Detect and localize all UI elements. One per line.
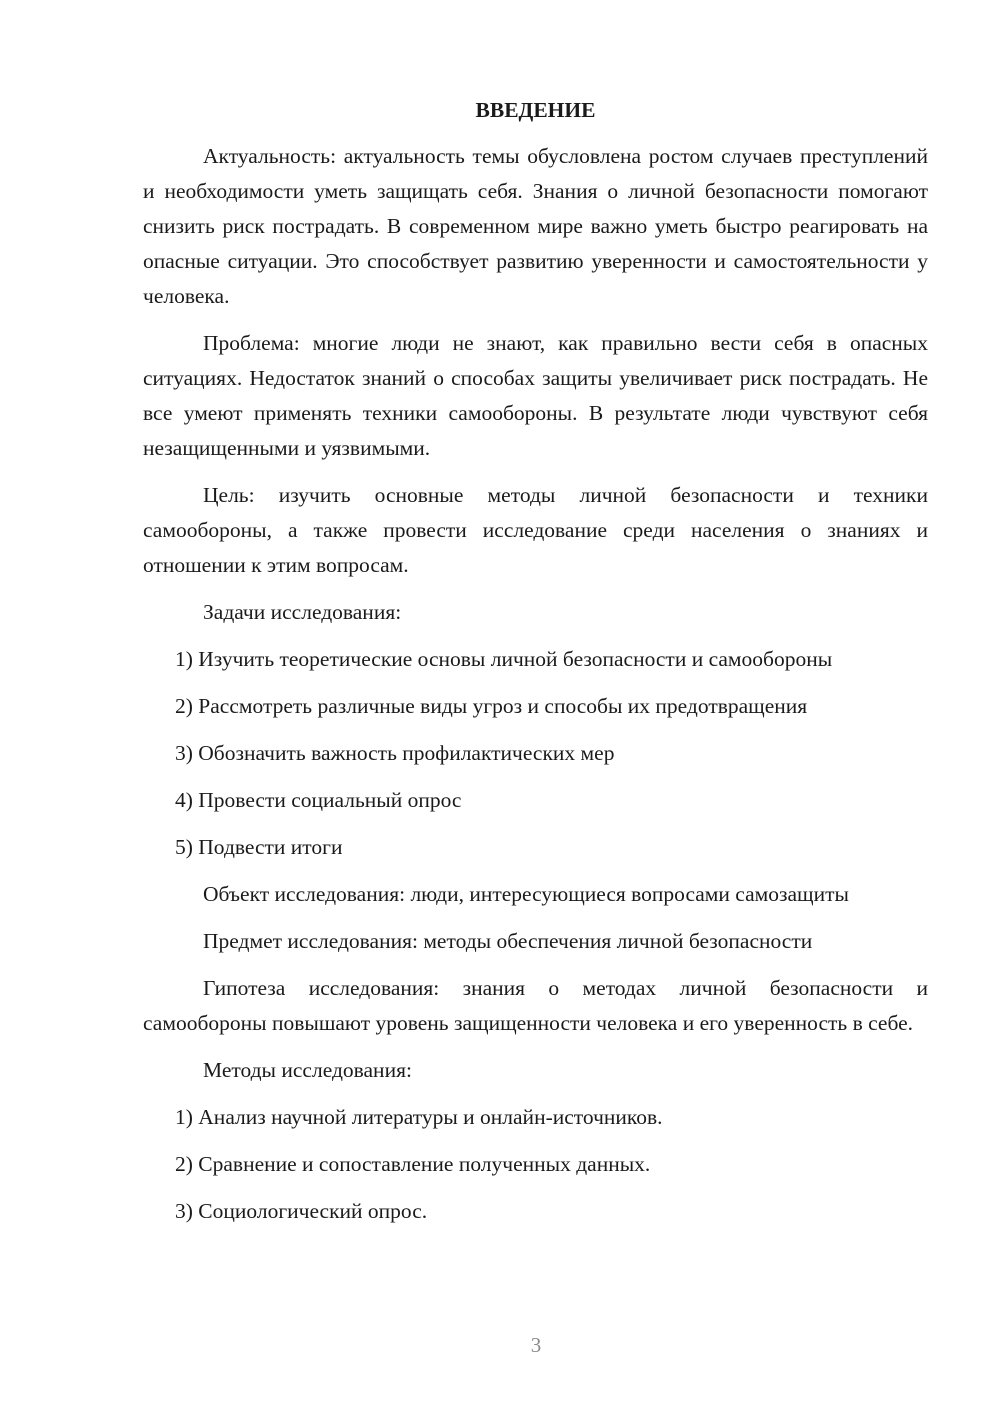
subject-paragraph: Предмет исследования: методы обеспечения личной безопасности: [203, 929, 813, 953]
relevance-paragraph: Актуальность: актуальность темы обусловлена ростом случаев преступлений и необходимости уметь защищать себя. Знания о личной безопасности помогают снизить риск пострадать. В современном мире важно уметь быстро реагировать на опасные ситуации. Это способствует развитию уверенности и самостоятельности у человека.: [143, 144, 928, 308]
method-item-2: 2) Сравнение и сопоставление полученных данных.: [175, 1152, 651, 1176]
task-item-4: 4) Провести социальный опрос: [175, 788, 462, 812]
hypothesis-paragraph: Гипотеза исследования: знания о методах личной безопасности и самообороны повышают уровень защищенности человека и его уверенность в себе.: [143, 976, 928, 1035]
method-item-3: 3) Социологический опрос.: [175, 1199, 428, 1223]
goal-paragraph: Цель: изучить основные методы личной безопасности и техники самообороны, а также провести исследование среди населения о знаниях и отношении к этим вопросам.: [143, 483, 928, 577]
document-page: [143, 95, 928, 1241]
problem-paragraph: Проблема: многие люди не знают, как правильно вести себя в опасных ситуациях. Недостаток знаний о способах защиты увеличивает риск пострадать. Не все умеют применять техники самообороны. В результате люди чувствуют себя незащищенными и уязвимыми.: [143, 331, 928, 460]
task-item-2: 2) Рассмотреть различные виды угроз и способы их предотвращения: [175, 694, 808, 718]
task-item-5: 5) Подвести итоги: [175, 835, 343, 859]
task-item-1: 1) Изучить теоретические основы личной безопасности и самообороны: [175, 647, 833, 671]
method-item-1: 1) Анализ научной литературы и онлайн-источников.: [175, 1105, 663, 1129]
tasks-heading: Задачи исследования:: [203, 600, 402, 624]
methods-heading: Методы исследования:: [203, 1058, 412, 1082]
task-item-3: 3) Обозначить важность профилактических мер: [175, 741, 615, 765]
page-title: ВВЕДЕНИЕ: [475, 98, 596, 122]
page-number: 3: [530, 1333, 542, 1357]
object-paragraph: Объект исследования: люди, интересующиеся вопросами самозащиты: [203, 882, 849, 906]
